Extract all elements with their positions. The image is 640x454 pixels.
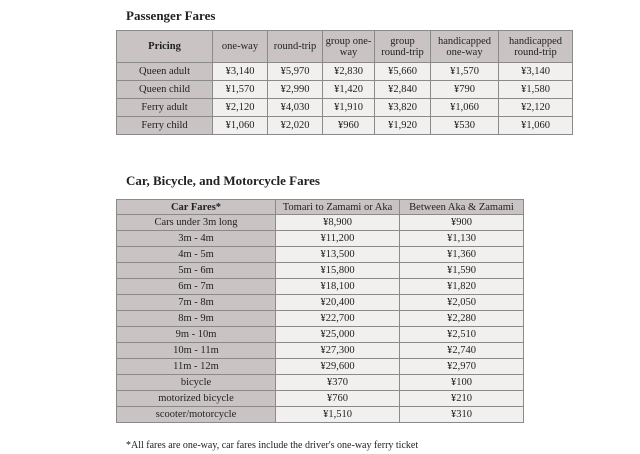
fare-cell: ¥900	[400, 215, 524, 231]
table-row	[117, 391, 524, 407]
fare-cell: ¥1,920	[375, 117, 431, 135]
row-label-cell: 4m - 5m	[117, 247, 276, 263]
table-header-row	[117, 200, 524, 215]
fare-cell: ¥1,570	[213, 81, 268, 99]
fare-cell: ¥1,130	[400, 231, 524, 247]
fare-cell: ¥2,840	[375, 81, 431, 99]
table-header-row	[117, 31, 573, 63]
fare-cell: ¥1,060	[213, 117, 268, 135]
fare-cell: ¥5,970	[268, 63, 323, 81]
fare-cell: ¥13,500	[276, 247, 400, 263]
column-header: handicapped one-way	[431, 31, 499, 63]
fare-cell: ¥2,970	[400, 359, 524, 375]
column-header: Tomari to Zamami or Aka	[276, 200, 400, 215]
row-label-cell: 9m - 10m	[117, 327, 276, 343]
table-row	[117, 63, 573, 81]
fare-cell: ¥1,360	[400, 247, 524, 263]
fare-cell: ¥5,660	[375, 63, 431, 81]
fare-cell: ¥530	[431, 117, 499, 135]
fare-cell: ¥2,020	[268, 117, 323, 135]
fare-cell: ¥2,120	[213, 99, 268, 117]
fare-cell: ¥2,990	[268, 81, 323, 99]
table-row	[117, 231, 524, 247]
row-label-cell: 6m - 7m	[117, 279, 276, 295]
fare-cell: ¥25,000	[276, 327, 400, 343]
vehicle-fares-table	[116, 199, 524, 423]
fare-cell: ¥29,600	[276, 359, 400, 375]
column-header: Car Fares*	[117, 200, 276, 215]
fare-cell: ¥11,200	[276, 231, 400, 247]
table-row	[117, 247, 524, 263]
fare-cell: ¥15,800	[276, 263, 400, 279]
fare-cell: ¥2,280	[400, 311, 524, 327]
fare-cell: ¥760	[276, 391, 400, 407]
row-label-cell: Cars under 3m long	[117, 215, 276, 231]
table-row	[117, 99, 573, 117]
fare-cell: ¥1,060	[431, 99, 499, 117]
fare-cell: ¥3,140	[213, 63, 268, 81]
table-row	[117, 327, 524, 343]
fare-cell: ¥2,510	[400, 327, 524, 343]
fare-cell: ¥4,030	[268, 99, 323, 117]
column-header: group round-trip	[375, 31, 431, 63]
column-header: Between Aka & Zamami	[400, 200, 524, 215]
row-label-cell: motorized bicycle	[117, 391, 276, 407]
table-row	[117, 407, 524, 423]
column-header: one-way	[213, 31, 268, 63]
table-row	[117, 295, 524, 311]
fare-cell: ¥1,060	[499, 117, 573, 135]
table-row	[117, 81, 573, 99]
fare-cell: ¥3,140	[499, 63, 573, 81]
fare-cell: ¥960	[323, 117, 375, 135]
fare-cell: ¥1,420	[323, 81, 375, 99]
fare-cell: ¥1,910	[323, 99, 375, 117]
table-row	[117, 117, 573, 135]
fare-cell: ¥20,400	[276, 295, 400, 311]
table-row	[117, 359, 524, 375]
fare-cell: ¥100	[400, 375, 524, 391]
fare-cell: ¥2,830	[323, 63, 375, 81]
fare-cell: ¥2,050	[400, 295, 524, 311]
row-label-cell: Queen adult	[117, 63, 213, 81]
fare-cell: ¥2,120	[499, 99, 573, 117]
row-label-cell: 5m - 6m	[117, 263, 276, 279]
fare-cell: ¥310	[400, 407, 524, 423]
fare-cell: ¥1,820	[400, 279, 524, 295]
row-label-cell: Ferry child	[117, 117, 213, 135]
fare-cell: ¥210	[400, 391, 524, 407]
fare-cell: ¥790	[431, 81, 499, 99]
row-label-cell: Queen child	[117, 81, 213, 99]
row-label-cell: 10m - 11m	[117, 343, 276, 359]
footnote: *All fares are one-way, car fares include the driver's one-way ferry ticket	[126, 440, 419, 451]
fare-cell: ¥2,740	[400, 343, 524, 359]
row-label-cell: 8m - 9m	[117, 311, 276, 327]
table-row	[117, 215, 524, 231]
column-header: handicapped round-trip	[499, 31, 573, 63]
table-row	[117, 375, 524, 391]
column-header: Pricing	[117, 31, 213, 63]
fare-cell: ¥1,590	[400, 263, 524, 279]
fare-cell: ¥18,100	[276, 279, 400, 295]
row-label-cell: bicycle	[117, 375, 276, 391]
table-row	[117, 279, 524, 295]
passenger-fares-table	[116, 30, 573, 135]
table-row	[117, 263, 524, 279]
fare-cell: ¥1,510	[276, 407, 400, 423]
table-row	[117, 343, 524, 359]
vehicle-fares-title: Car, Bicycle, and Motorcycle Fares	[126, 173, 320, 188]
fare-cell: ¥27,300	[276, 343, 400, 359]
fare-cell: ¥3,820	[375, 99, 431, 117]
column-header: group one-way	[323, 31, 375, 63]
fare-cell: ¥22,700	[276, 311, 400, 327]
fare-cell: ¥1,570	[431, 63, 499, 81]
table-row	[117, 311, 524, 327]
row-label-cell: scooter/motorcycle	[117, 407, 276, 423]
column-header: round-trip	[268, 31, 323, 63]
row-label-cell: 7m - 8m	[117, 295, 276, 311]
row-label-cell: 11m - 12m	[117, 359, 276, 375]
fare-cell: ¥1,580	[499, 81, 573, 99]
passenger-fares-title: Passenger Fares	[126, 8, 216, 23]
row-label-cell: Ferry adult	[117, 99, 213, 117]
row-label-cell: 3m - 4m	[117, 231, 276, 247]
fare-cell: ¥370	[276, 375, 400, 391]
fare-cell: ¥8,900	[276, 215, 400, 231]
